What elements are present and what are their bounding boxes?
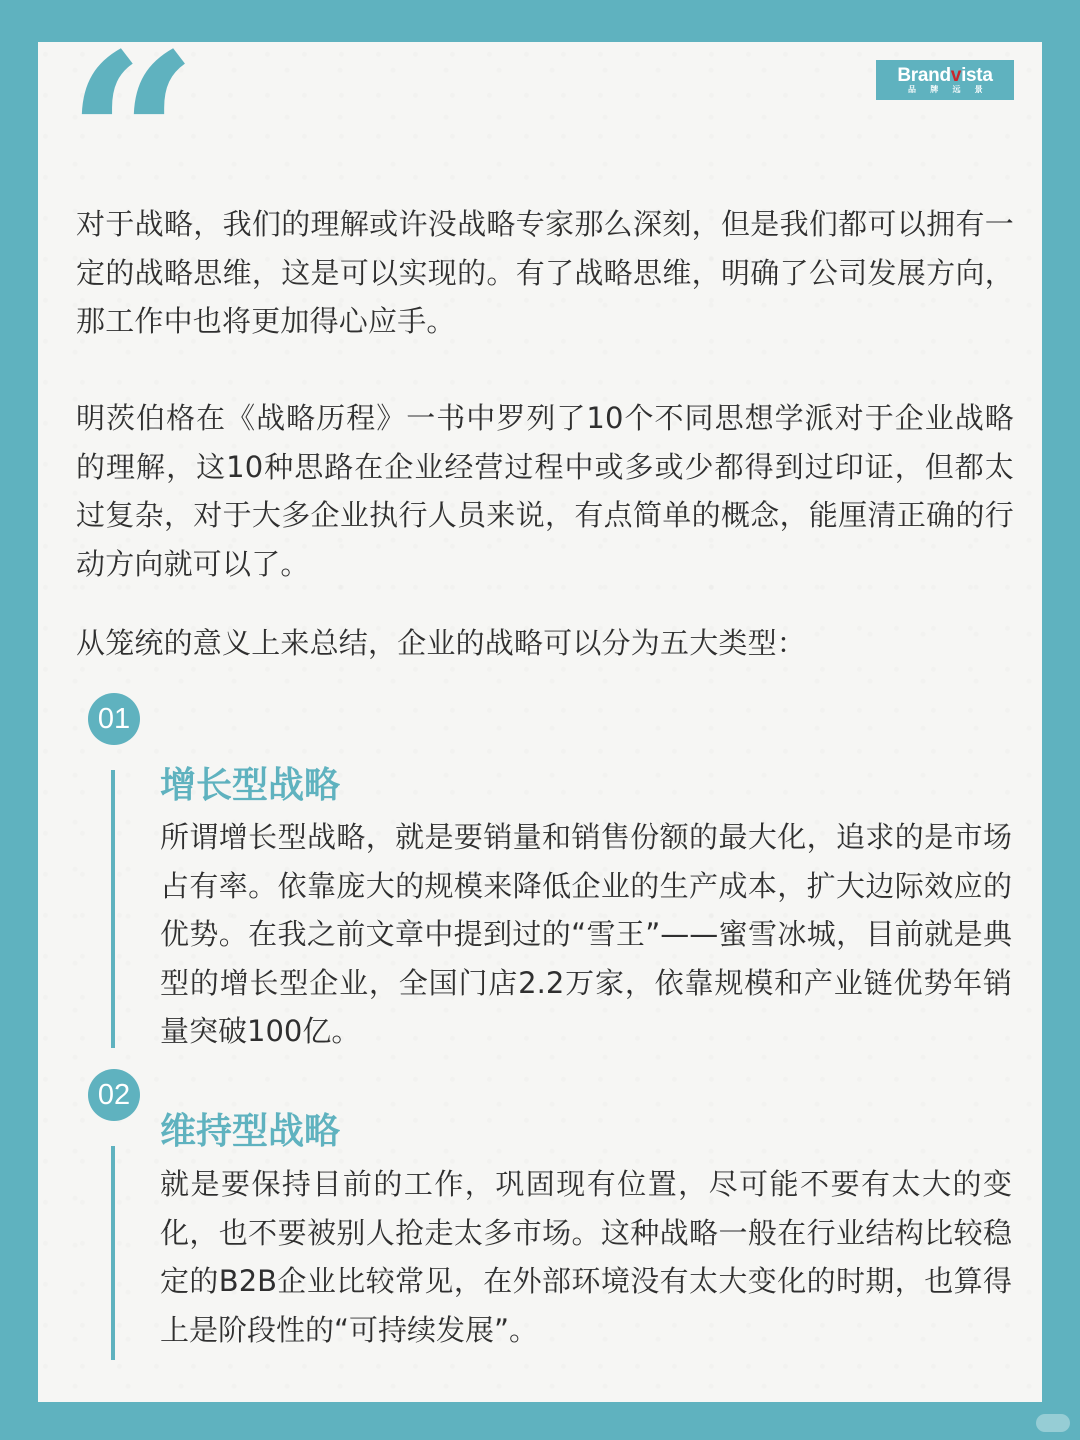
section-divider-line-1	[111, 770, 115, 1048]
brand-logo-subtitle: 品 牌 远 景	[908, 85, 989, 94]
intro-paragraph-1: 对于战略，我们的理解或许没战略专家那么深刻，但是我们都可以拥有一定的战略思维，这是可以实现的。有了战略思维，明确了公司发展方向，那工作中也将更加得心应手。	[76, 207, 1014, 338]
section-number-badge-1: 01	[88, 693, 140, 745]
brand-logo	[876, 60, 1014, 100]
section-body-1: 所谓增长型战略，就是要销量和销售份额的最大化，追求的是市场占有率。依靠庞大的规模来降低企业的生产成本，扩大边际效应的优势。在我之前文章中提到过的“雪王”——蜜雪冰城，目前就是典型的增长型企业，全国门店2.2万家，依靠规模和产业链优势年销量突破100亿。	[160, 820, 1012, 1048]
section-number-badge-2: 02	[88, 1069, 140, 1121]
section-title-2: 维持型战略	[160, 1111, 341, 1152]
brand-logo-wordmark: Brandvista	[897, 65, 993, 86]
quote-mark-icon: “	[66, 4, 199, 274]
section-divider-line-2	[111, 1146, 115, 1360]
content-card	[38, 4, 1042, 1402]
intro-paragraph-2: 明茨伯格在《战略历程》一书中罗列了10个不同思想学派对于企业战略的理解，这10种思路在企业经营过程中或多或少都得到过印证，但都太过复杂，对于大多企业执行人员来说，有点简单的概念，能厘清正确的行动方向就可以了。	[76, 401, 1014, 581]
watermark-badge	[1036, 1414, 1070, 1432]
section-body-2: 就是要保持目前的工作，巩固现有位置，尽可能不要有太大的变化，也不要被别人抢走太多市场。这种战略一般在行业结构比较稳定的B2B企业比较常见，在外部环境没有太大变化的时期，也算得上是阶段性的“可持续发展”。	[160, 1167, 1012, 1347]
section-title-1: 增长型战略	[160, 765, 341, 806]
intro-paragraph-3: 从笼统的意义上来总结，企业的战略可以分为五大类型：	[76, 626, 807, 660]
